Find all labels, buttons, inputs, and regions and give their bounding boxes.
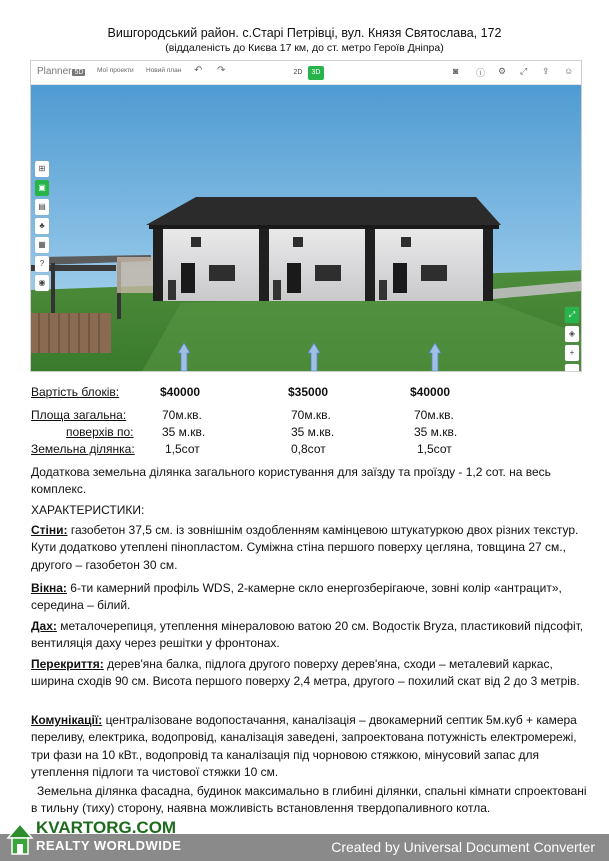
view-3d-button[interactable]: 3D: [308, 66, 324, 80]
3d-render: [31, 85, 582, 372]
fullscreen-icon[interactable]: ⤢: [565, 307, 579, 323]
land-block-1: 1,5сот: [165, 442, 200, 456]
info-icon[interactable]: ⓘ: [476, 68, 486, 78]
area-block-3: 70м.кв.: [414, 408, 454, 422]
utilities-label: Комунікації:: [31, 713, 103, 727]
land-note-text: Земельна ділянка фасадна, будинок максимально в глибині ділянки, спальні кімнати спроектовані в тильну (тиху) сторону, наявна можливість встановлення твердопаливного котла.: [31, 784, 587, 816]
view-controls: [565, 307, 579, 372]
page-subtitle: (віддаленість до Києва 17 км, до ст. метро Героїв Дніпра): [165, 42, 444, 54]
watermark-brand: KVARTORG.COM: [36, 818, 177, 837]
menu-new-plan[interactable]: Новий план: [146, 67, 182, 74]
export-icon[interactable]: ⇪: [542, 66, 550, 76]
prices-label: Вартість блоків:: [31, 385, 120, 399]
price-block-1: $40000: [160, 385, 201, 399]
windows-section: [31, 580, 587, 615]
floors-structure-section: [31, 656, 587, 691]
extra-land-text: Додаткова земельна ділянка загального користування для заїзду та проїзду - 1,2 сот. на весь комплекс.: [31, 465, 551, 497]
planner-logo[interactable]: [37, 66, 85, 77]
price-block-3: $40000: [410, 385, 451, 399]
settings-icon[interactable]: ⚙: [498, 66, 507, 76]
furniture-icon[interactable]: ▤: [35, 199, 49, 215]
land-block-2: 0,8сот: [291, 442, 326, 456]
house-logo-icon: [6, 818, 34, 858]
menu-my-projects[interactable]: Мої проекти: [97, 67, 134, 74]
help-icon[interactable]: ?: [35, 256, 49, 272]
page-title: Вишгородський район. с.Старі Петрівці, вул. Князя Святослава, 172: [107, 26, 502, 40]
area-block-2: 70м.кв.: [291, 408, 331, 422]
watermark: [6, 818, 186, 858]
settings-sidebar-icon[interactable]: ◉: [35, 275, 49, 291]
zoom-in-icon[interactable]: +: [565, 345, 579, 361]
roof-label: Дах:: [31, 619, 57, 633]
area-label: Площа загальна:: [31, 408, 127, 422]
windows-text: 6-ти камерний профіль WDS, 2-камерне скло енергозберігаюче, зовні колір «антрацит», середина – білий.: [31, 581, 562, 613]
compass-icon[interactable]: ◈: [565, 326, 579, 342]
floors-structure-label: Перекриття:: [31, 657, 104, 671]
camera-icon[interactable]: ◙: [453, 66, 459, 76]
walls-text: газобетон 37,5 см. із зовнішнім оздобленням камінцевою штукатуркою двох різних текстур. Кути додатково утеплені пінопластом. Суміжна стіна першого поверху цегляна, товщина 27 см., другого – газобетон 30 см.: [31, 523, 579, 572]
user-icon[interactable]: ☺: [564, 66, 574, 76]
planner-window: [30, 60, 582, 372]
planner-sidebar: [35, 161, 49, 294]
cart-icon[interactable]: ⊞: [35, 161, 49, 177]
characteristics-heading: ХАРАКТЕРИСТИКИ:: [31, 503, 145, 517]
utilities-text: централізоване водопостачання, каналізація – двокамерний септик 5м.куб + камера переливу, електрика, водопровід, каналізація заведені, запроектована потужність електромережі, три фази на 10 кВт., водопровід та каналізація під чорновою стяжкою, мінусовий запас для утеплення підлоги та чистової стяжки 10 см.: [31, 713, 577, 779]
floors-block-3: 35 м.кв.: [414, 425, 458, 439]
floors-label: поверхів по:: [66, 425, 134, 439]
price-block-2: $35000: [288, 385, 329, 399]
land-block-3: 1,5сот: [417, 442, 452, 456]
floorplan-icon[interactable]: ▣: [35, 180, 49, 196]
planner-logo-badge: 5D: [74, 69, 84, 76]
utilities-section: [31, 712, 587, 781]
zoom-out-icon[interactable]: −: [565, 364, 579, 372]
windows-label: Вікна:: [31, 581, 67, 595]
material-icon[interactable]: ▦: [35, 237, 49, 253]
walls-label: Стіни:: [31, 523, 68, 537]
roof-text: металочерепиця, утеплення мінераловою ватою 20 см. Водостік Bryza, пластиковий підсофіт, вентиляція даху через решітки у фронтонах.: [31, 619, 584, 651]
view-2d-button[interactable]: 2D: [293, 69, 303, 76]
planner-logo-text: Planner: [37, 66, 72, 77]
share-icon[interactable]: ⤢: [520, 66, 528, 76]
redo-icon[interactable]: ↷: [217, 65, 226, 76]
floors-structure-text: дерев'яна балка, підлога другого поверху дерев'яна, сходи – металевий каркас, ширина сходів 90 см. Висота першого поверху 2,4 метра, другого – похилий скат від 2 до 3 метрів.: [31, 657, 580, 689]
undo-icon[interactable]: ↶: [194, 65, 203, 76]
floors-block-1: 35 м.кв.: [162, 425, 206, 439]
planner-toolbar: [31, 61, 581, 85]
plant-icon[interactable]: ♣: [35, 218, 49, 234]
area-block-1: 70м.кв.: [162, 408, 202, 422]
roof-section: [31, 618, 587, 653]
watermark-tagline: REALTY WORLDWIDE: [36, 838, 182, 853]
walls-section: [31, 522, 587, 574]
floors-block-2: 35 м.кв.: [291, 425, 335, 439]
footer-text: Created by Universal Document Converter: [331, 839, 595, 855]
land-label: Земельна ділянка:: [31, 442, 135, 456]
3d-scene[interactable]: [31, 85, 582, 372]
